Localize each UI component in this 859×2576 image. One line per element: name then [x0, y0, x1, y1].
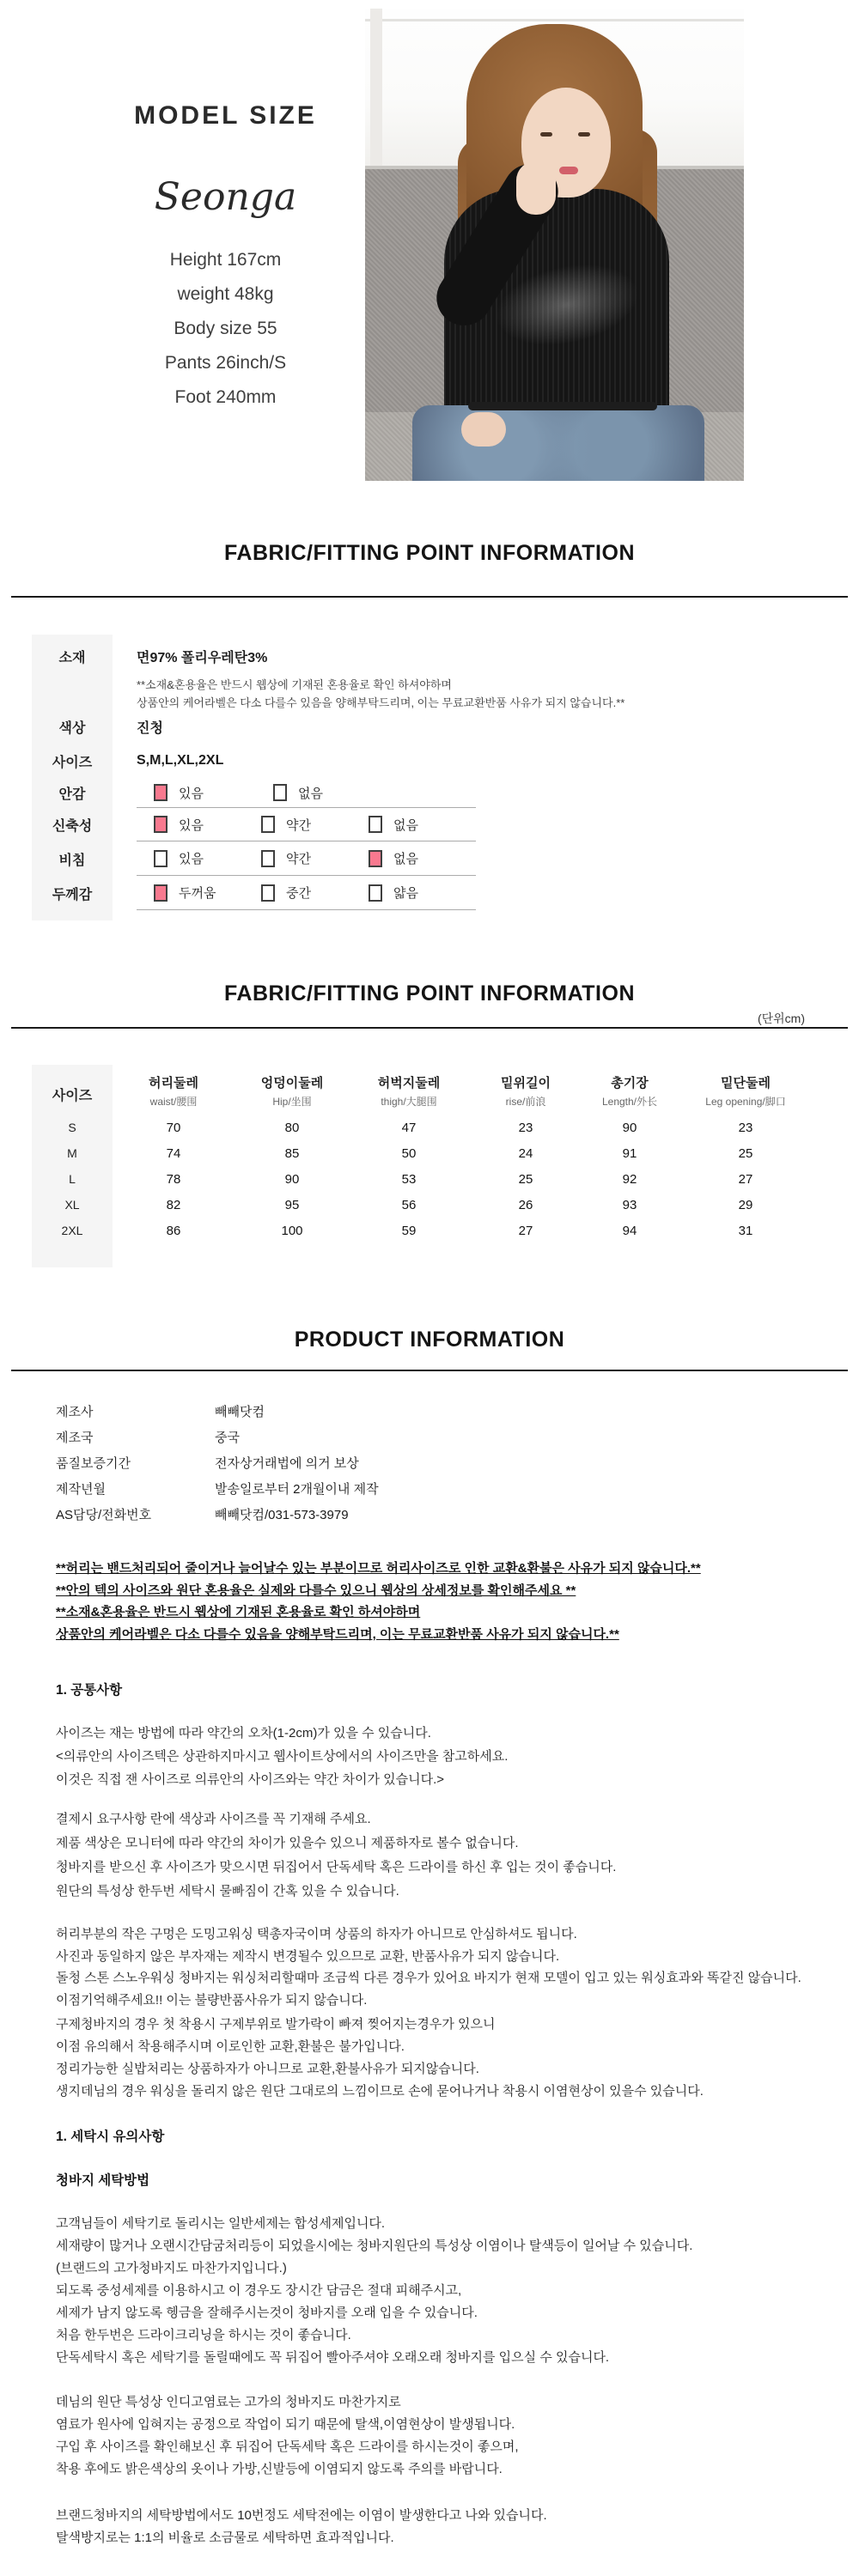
table-cell: 95 [284, 1197, 300, 1212]
option-lining-no: 없음 [273, 784, 393, 802]
jeans-washing-heading: 청바지 세탁방법 [56, 2173, 150, 2188]
sheer-label: 비침 [58, 853, 86, 868]
checkbox-icon [369, 850, 382, 867]
option-stretch-yes: 있음 [154, 816, 261, 834]
divider-rule-2 [11, 1027, 848, 1029]
checkbox-icon [273, 784, 287, 801]
material-notes [137, 676, 624, 712]
model-hand-lap [461, 412, 506, 447]
size-corner-label: 사이즈 [52, 1088, 93, 1103]
text-line: 세제가 남지 않도록 헹금을 잘해주시는것이 청바지를 오래 입을 수 있습니다. [56, 2306, 478, 2320]
table-cell: 93 [622, 1197, 637, 1212]
table-cell: 82 [166, 1197, 181, 1212]
text-line: 이점 유의해서 착용해주시며 이로인한 교환,환불은 불가입니다. [56, 2039, 405, 2054]
model-hand [516, 161, 556, 215]
text-line: 데님의 원단 특성상 인디고염료는 고가의 청바지도 마찬가지로 [56, 2395, 401, 2409]
model-stat-pants: Pants 26inch/S [164, 353, 287, 373]
table-cell: 27 [738, 1171, 753, 1187]
size-row-label: S [68, 1121, 76, 1134]
checkbox-icon [369, 816, 382, 833]
info-row-warranty: 품질보증기간 전자상거래법에 의거 보상 [56, 1456, 359, 1471]
size-label: 사이즈 [52, 755, 93, 770]
model-stat-height: Height 167cm [169, 250, 282, 270]
info-row-manufacturer: 제조사 빼빼닷컴 [56, 1405, 265, 1419]
size-row-label: XL [64, 1198, 80, 1212]
text-line: 구입 후 사이즈를 확인해보신 후 뒤집어 단독세탁 혹은 드라이를 하시는것이 좋으며, [56, 2439, 519, 2454]
table-cell: 59 [401, 1223, 417, 1238]
table-cell: 85 [284, 1145, 300, 1161]
column-header-rise: 밑위길이 rise/前浪 [501, 1076, 551, 1108]
fabric-row-stretch [32, 808, 827, 841]
checkbox-icon [369, 884, 382, 902]
model-signature: Seonga [154, 175, 297, 219]
size-spec-table [32, 1065, 815, 1243]
notice-list [56, 1558, 829, 1645]
text-line: 결제시 요구사항 란에 색상과 사이즈를 꼭 기재해 주세요. [56, 1812, 371, 1826]
option-stretch-slight: 약간 [261, 816, 369, 834]
table-cell: 70 [166, 1120, 181, 1135]
fabric-row-size [32, 744, 827, 778]
info-row-as-contact: AS담당/전화번호 빼빼닷컴/031-573-3979 [56, 1508, 349, 1522]
size-grid [32, 1065, 815, 1243]
model-stat-weight: weight 48kg [177, 284, 274, 304]
text-line: 제품 색상은 모니터에 따라 약간의 차이가 있을수 있으니 제품하자로 볼수 없습니다. [56, 1836, 519, 1850]
paragraph-detergent [56, 2213, 838, 2369]
paragraph-vintage-denim [56, 2014, 838, 2103]
fabric-info-header-2: FABRIC/FITTING POINT INFORMATION [224, 981, 635, 1005]
text-line: 정리가능한 실밥처리는 상품하자가 아니므로 교환,환불사유가 되지않습니다. [56, 2062, 479, 2076]
material-note-line: 상품안의 케어라벨은 다소 다를수 있음을 양해부탁드리며, 이는 무료교환반품 사유가 되지 않습니다.** [137, 696, 625, 709]
table-cell: 56 [401, 1197, 417, 1212]
sheer-options [137, 841, 476, 876]
size-row-label: M [67, 1146, 77, 1160]
checkbox-icon [154, 850, 168, 867]
window-sill [365, 19, 744, 21]
text-line: 단독세탁시 혹은 세탁기를 돌릴때에도 꼭 뒤집어 빨아주셔야 오래오래 청바지를 입으실 수 있습니다. [56, 2350, 610, 2365]
text-line: 처음 한두번은 드라이크리닝을 하시는 것이 좋습니다. [56, 2328, 351, 2342]
notice-line: 상품안의 케어라벨은 다소 다를수 있음을 양해부탁드리며, 이는 무료교환반품 사유가 되지 않습니다.** [56, 1626, 619, 1642]
checkbox-icon [154, 884, 168, 902]
text-line: 이점기억해주세요!! 이는 불량반품사유가 되지 않습니다. [56, 1992, 368, 2008]
checkbox-icon [261, 884, 275, 902]
fabric-row-material [32, 635, 827, 710]
material-note-line: **소재&혼용율은 반드시 웹상에 기재된 혼용율로 확인 하셔야하며 [137, 678, 452, 691]
text-line: 착용 후에도 밝은색상의 옷이나 가방,신발등에 이염되지 않도록 주의를 바랍니다. [56, 2462, 503, 2476]
text-line: (브랜드의 고가청바지도 마찬가지입니다.) [56, 2261, 287, 2275]
column-header-length: 총기장 Length/外长 [601, 1076, 658, 1108]
paragraph-washing-marks [56, 1923, 838, 2011]
column-header-thigh: 허벅지둘레 thigh/大腿围 [377, 1076, 441, 1108]
table-cell: 25 [738, 1145, 753, 1161]
column-header-waist: 허리둘레 waist/腰围 [149, 1076, 198, 1108]
fabric-row-color [32, 710, 827, 744]
table-cell: 47 [401, 1120, 417, 1135]
material-label: 소재 [58, 651, 86, 665]
fabric-row-lining [32, 778, 827, 808]
option-thin: 얇음 [369, 884, 476, 902]
paragraph-order-notes [56, 1807, 838, 1904]
table-cell: 23 [738, 1120, 753, 1135]
fabric-table [32, 635, 827, 910]
model-eye-right [578, 132, 590, 137]
option-sheer-slight: 약간 [261, 849, 369, 867]
material-value-wrap [113, 647, 624, 710]
fabric-info-header-1: FABRIC/FITTING POINT INFORMATION [224, 541, 635, 565]
info-row-made-date: 제작년월 발송일로부터 2개월이내 제작 [56, 1482, 379, 1497]
model-jeans [412, 405, 704, 481]
text-line: 허리부분의 작은 구멍은 도밍고워싱 택총자국이며 상품의 하자가 아니므로 안심하셔도 됩니다. [56, 1927, 577, 1941]
option-sheer-no: 없음 [369, 849, 476, 867]
text-line: 원단의 특성상 한두번 세탁시 물빠짐이 간혹 있을 수 있습니다. [56, 1884, 399, 1899]
text-line: 구제청바지의 경우 첫 착용시 구제부위로 발가락이 빠져 찢어지는경우가 있으니 [56, 2017, 496, 2032]
model-lips [559, 167, 578, 174]
checkbox-icon [154, 816, 168, 833]
size-row-label: L [69, 1172, 76, 1186]
table-cell: 53 [401, 1171, 417, 1187]
table-cell: 27 [518, 1223, 533, 1238]
column-header-leg-opening: 밑단둘레 Leg opening/脚口 [705, 1076, 786, 1108]
model-stat-body: Body size 55 [174, 319, 277, 338]
table-cell: 100 [281, 1223, 303, 1238]
info-row-country: 제조국 중국 [56, 1431, 240, 1445]
column-header-hip: 엉덩이둘레 Hip/坐围 [260, 1076, 324, 1108]
divider-rule-3 [11, 1370, 848, 1371]
option-thick: 두꺼움 [154, 884, 261, 902]
laundry-notes-heading: 1. 세탁시 유의사항 [56, 2129, 165, 2144]
checkbox-icon [261, 816, 275, 833]
checkbox-icon [261, 850, 275, 867]
table-cell: 91 [622, 1145, 637, 1161]
table-cell: 23 [518, 1120, 533, 1135]
color-value: 진청 [137, 721, 163, 736]
notice-line: **허리는 밴드처리되어 줄이거나 늘어날수 있는 부분이므로 허리사이즈로 인한 교환&환불은 사유가 되지 않습니다.** [56, 1561, 701, 1576]
product-info-table [56, 1400, 379, 1528]
option-medium: 중간 [261, 884, 369, 902]
common-notes-heading: 1. 공통사항 [56, 1683, 123, 1698]
text-line: 고객님들이 세탁기로 돌리시는 일반세제는 합성세제입니다. [56, 2216, 386, 2231]
text-line: 브랜드청바지의 세탁방법에서도 10번정도 세탁전에는 이염이 발생한다고 나와 있습니다. [56, 2508, 547, 2523]
fabric-row-thickness [32, 876, 827, 910]
model-stat-foot: Foot 240mm [174, 387, 277, 407]
table-cell: 74 [166, 1145, 181, 1161]
model-stats [47, 243, 404, 415]
table-cell: 31 [738, 1223, 753, 1238]
paragraph-salt-wash-tip [56, 2505, 838, 2549]
color-label: 색상 [58, 721, 86, 736]
text-line: 탈색방지로는 1:1의 비율로 소금물로 세탁하면 효과적입니다. [56, 2530, 394, 2545]
thickness-options [137, 876, 476, 910]
table-cell: 24 [518, 1145, 533, 1161]
notice-line: **소재&혼용율은 반드시 웹상에 기재된 혼용율로 확인 하셔야하며 [56, 1605, 421, 1619]
text-line: 생지데님의 경우 워싱을 돌리지 않은 원단 그대로의 느낌이므로 손에 묻어나거나 착용시 이염현상이 있을수 있습니다. [56, 2084, 704, 2099]
text-line: 염료가 원사에 입혀지는 공정으로 작업이 되기 때문에 탈색,이염현상이 발생됩니다. [56, 2417, 515, 2432]
text-line: 청바지를 받으신 후 사이즈가 맞으시면 뒤집어서 단독세탁 혹은 드라이를 하신 후 입는 것이 좋습니다. [56, 1860, 617, 1874]
paragraph-size-tolerance [56, 1722, 838, 1791]
thickness-label: 두께감 [52, 887, 93, 902]
text-line: 세재량이 많거나 오랜시간담굼처리등이 되었을시에는 청바지원단의 특성상 이염이나 탈색등이 일어날 수 있습니다. [56, 2239, 693, 2253]
size-value: S,M,L,XL,2XL [137, 753, 224, 768]
material-value: 면97% 폴리우레탄3% [137, 651, 268, 665]
text-line: <의류안의 사이즈텍은 상관하지마시고 웹사이트상에서의 사이즈만을 참고하세요. [56, 1749, 509, 1764]
lining-options [137, 778, 476, 808]
table-cell: 90 [622, 1120, 637, 1135]
option-lining-yes: 있음 [154, 784, 273, 802]
table-cell: 25 [518, 1171, 533, 1187]
table-cell: 29 [738, 1197, 753, 1212]
table-cell: 80 [284, 1120, 300, 1135]
table-cell: 78 [166, 1171, 181, 1187]
option-sheer-yes: 있음 [154, 849, 261, 867]
model-photo [365, 9, 744, 481]
fabric-row-sheer [32, 841, 827, 876]
stretch-options [137, 808, 476, 841]
text-line: 되도록 중성세제를 이용하시고 이 경우도 장시간 담금은 절대 피해주시고, [56, 2283, 462, 2298]
model-eye-left [540, 132, 552, 137]
text-line: 이것은 직접 잰 사이즈로 의류안의 사이즈와는 약간 차이가 있습니다.> [56, 1772, 444, 1787]
divider-rule-1 [11, 596, 848, 598]
unit-label: (단위cm) [757, 1012, 805, 1025]
text-line: 사이즈는 재는 방법에 따라 약간의 오차(1-2cm)가 있을 수 있습니다. [56, 1726, 431, 1741]
model-size-title: MODEL SIZE [134, 101, 317, 130]
window-frame [370, 9, 382, 172]
lining-label: 안감 [58, 787, 86, 802]
table-cell: 26 [518, 1197, 533, 1212]
table-cell: 92 [622, 1171, 637, 1187]
jeans-belt [468, 402, 657, 410]
table-cell: 94 [622, 1223, 637, 1238]
table-cell: 90 [284, 1171, 300, 1187]
table-cell: 50 [401, 1145, 417, 1161]
model-size-block [47, 0, 404, 415]
paragraph-indigo-dye [56, 2391, 838, 2481]
text-line: 돌청 스톤 스노우워싱 청바지는 워싱처리할때마 조금씩 다른 경우가 있어요 바지가 현재 모델이 입고 있는 워싱효과와 똑같진 않습니다. [56, 1971, 801, 1985]
stretch-label: 신축성 [52, 819, 93, 834]
table-cell: 86 [166, 1223, 181, 1238]
size-row-label: 2XL [61, 1224, 83, 1237]
notice-line: **안의 텍의 사이즈와 원단 혼용율은 실제와 다를수 있으니 웹상의 상세정보를 확인해주세요 ** [56, 1583, 576, 1598]
option-stretch-no: 없음 [369, 816, 476, 834]
product-info-header: PRODUCT INFORMATION [294, 1327, 565, 1352]
text-line: 사진과 동일하지 않은 부자재는 제작시 변경될수 있으므로 교환, 반품사유가 되지 않습니다. [56, 1948, 560, 1964]
checkbox-icon [154, 784, 168, 801]
